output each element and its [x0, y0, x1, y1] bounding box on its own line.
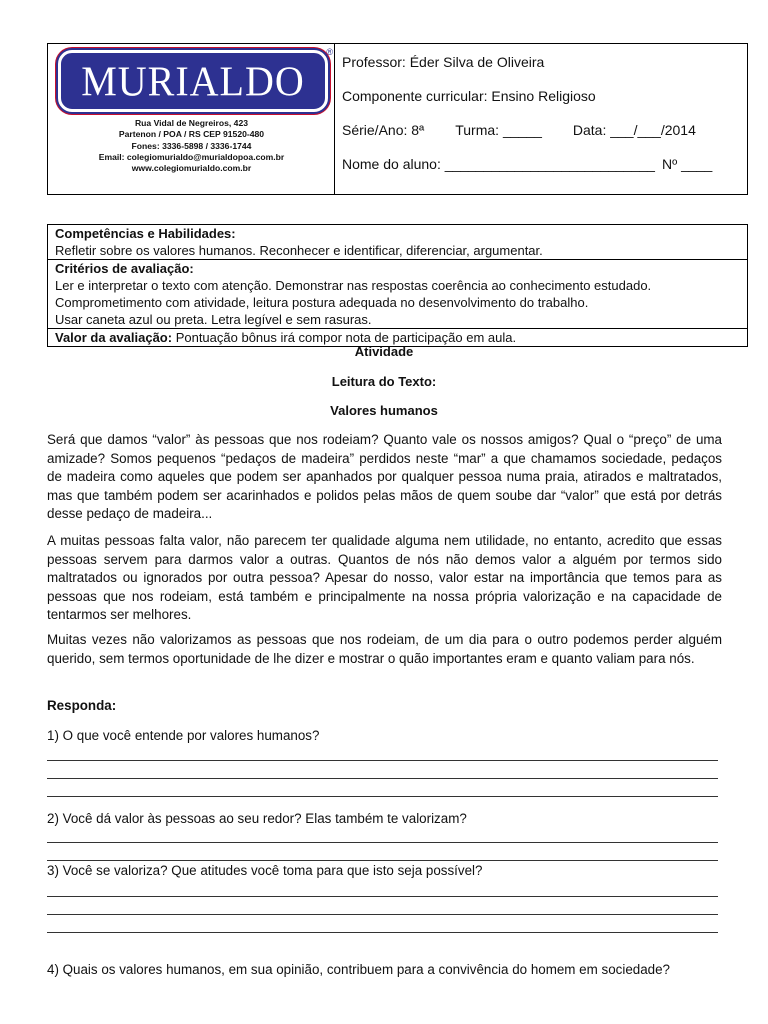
data-field[interactable]: Data: ___/___/2014	[572, 122, 696, 138]
competencias-row	[48, 225, 747, 260]
valor-title: Valor da avaliação:	[55, 330, 173, 345]
answer-line[interactable]	[47, 796, 718, 797]
paragraph-3: Muitas vezes não valorizamos as pessoas que nos rodeiam, de um dia para o outro podemos perder alguém querido, sem termos oportunidade de lhe dizer e mostrar o quão importantes eram e quanto valiam para nós.	[47, 632, 722, 666]
text-title: Valores humanos	[330, 403, 438, 418]
competencias-table	[47, 224, 748, 347]
competencias-text: Refletir sobre os valores humanos. Reconhecer e identificar, diferenciar, argumentar.	[55, 243, 543, 258]
logo-text: MURIALDO	[81, 57, 305, 105]
question-4: 4) Quais os valores humanos, em sua opinião, contribuem para a convivência do homem em sociedade?	[47, 962, 671, 977]
criterios-row	[48, 260, 747, 329]
question-3: 3) Você se valoriza? Que atitudes você toma para que isto seja possível?	[47, 863, 483, 878]
answer-line[interactable]	[47, 760, 718, 761]
activity-title: Atividade	[354, 344, 414, 359]
nome-field[interactable]: Nome do aluno: ___________________________	[342, 156, 655, 172]
answer-line[interactable]	[47, 932, 718, 933]
criterio-item: Usar caneta azul ou preta. Letra legível e sem rasuras.	[55, 312, 372, 327]
header-box	[47, 43, 748, 195]
nome-row	[342, 156, 712, 172]
numero-field[interactable]: Nº ____	[661, 156, 713, 172]
answer-line[interactable]	[47, 914, 718, 915]
school-contact-info	[48, 118, 335, 174]
criterio-item: Ler e interpretar o texto com atenção. Demonstrar nas respostas coerência ao conhecimento estudado.	[55, 278, 652, 293]
school-email: Email: colegiomurialdo@murialdopoa.com.br	[98, 151, 285, 162]
answer-line[interactable]	[47, 860, 718, 861]
question-1: 1) O que você entende por valores humanos?	[47, 728, 320, 743]
registered-mark: ®	[326, 47, 333, 57]
serie-row	[342, 122, 696, 138]
criterios-title: Critérios de avaliação:	[55, 261, 194, 276]
school-address: Rua Vidal de Negreiros, 423	[134, 118, 249, 128]
school-logo	[58, 47, 333, 112]
answer-line[interactable]	[47, 896, 718, 897]
school-phones: Fones: 3336-5898 / 3336-1744	[131, 140, 252, 151]
valor-text: Pontuação bônus irá compor nota de participação em aula.	[172, 330, 517, 345]
reading-title: Leitura do Texto:	[331, 374, 437, 389]
answer-line[interactable]	[47, 842, 718, 843]
criterio-item: Comprometimento com atividade, leitura postura adequada no desenvolvimento do trabalho.	[55, 295, 589, 310]
paragraph-2: A muitas pessoas falta valor, não parecem ter qualidade alguma nem utilidade, no entanto, acredito que essas pessoas servem para darmos valor a outras. Quantos de nós não demos valor a alguém por termos sido maltratados ou ignorados por outra pessoa? Apesar do nosso, valor estar na importância que temos para as pessoas que nos rodeiam, está também e principalmente na nossa própria valorização e na capacidade de tentarmos ser melhores.	[47, 533, 722, 623]
answer-line[interactable]	[47, 778, 718, 779]
header-fields	[335, 44, 747, 194]
school-website: www.colegiomurialdo.com.br	[131, 163, 252, 174]
school-city: Partenon / POA / RS CEP 91520-480	[118, 129, 265, 140]
school-block	[48, 44, 335, 194]
componente-field: Componente curricular: Ensino Religioso	[342, 88, 596, 104]
question-2: 2) Você dá valor às pessoas ao seu redor? Elas também te valorizam?	[47, 811, 467, 826]
professor-field: Professor: Éder Silva de Oliveira	[342, 54, 545, 70]
serie-field: Série/Ano: 8ª	[342, 122, 425, 138]
turma-field[interactable]: Turma: _____	[455, 122, 542, 138]
competencias-title: Competências e Habilidades:	[55, 226, 236, 241]
responda-label: Responda:	[47, 698, 117, 713]
paragraph-1: Será que damos “valor” às pessoas que nos rodeiam? Quanto vale os nossos amigos? Qual o “preço” de uma amizade? Somos pequenos “pedaços de madeira” perdidos neste “mar” a que chamamos sociedade, pedaços de madeira como aqueles que podem ser apanhados por qualquer pessoa numa praia, atirados e maltratados, mas que também podem ser acarinhados e polidos pelas mãos de quem soube dar “valor” que está por detrás desse pedaço de madeira...	[47, 432, 722, 522]
